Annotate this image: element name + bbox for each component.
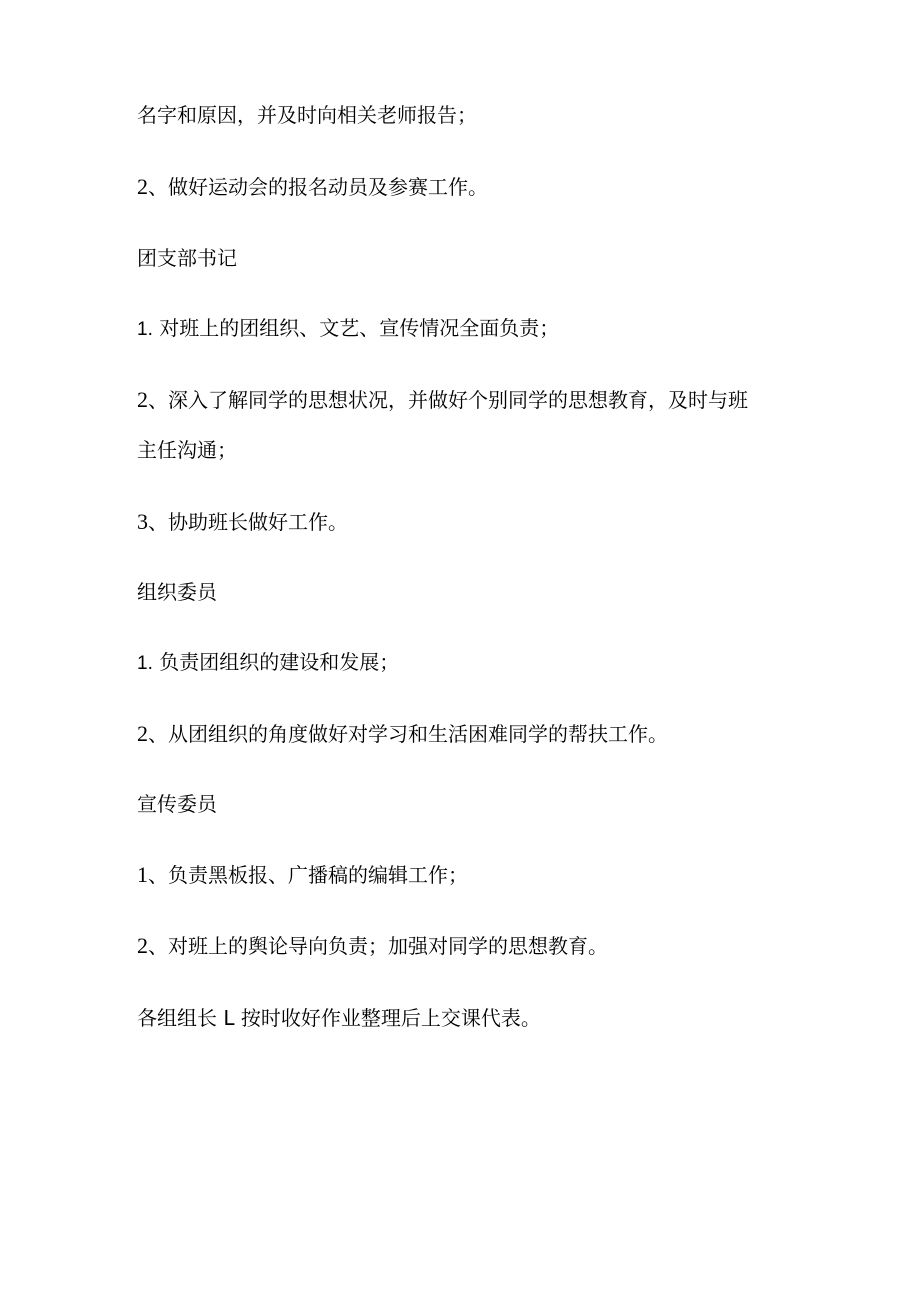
list-item xyxy=(137,861,797,889)
list-item xyxy=(137,173,797,201)
heading-text: 组织委员 xyxy=(137,580,217,604)
item-text: 负责团组织的建设和发展； xyxy=(152,650,400,674)
line-text: 各组组长 L 按时收好作业整理后上交课代表。 xyxy=(137,1006,541,1030)
text-line xyxy=(137,1004,797,1032)
section-heading xyxy=(137,578,797,606)
item-text: 、深入了解同学的思想状况，并做好个别同学的思想教育，及时与班 xyxy=(148,388,748,412)
item-number: 3 xyxy=(137,509,148,534)
list-item xyxy=(137,720,797,748)
item-text: 、协助班长做好工作。 xyxy=(148,510,348,534)
item-number: 2 xyxy=(137,174,148,199)
item-number: 1 xyxy=(137,862,148,887)
item-text: 、负责黑板报、广播稿的编辑工作； xyxy=(148,863,468,887)
line-text: 主任沟通； xyxy=(137,438,237,462)
item-text: 、从团组织的角度做好对学习和生活困难同学的帮扶工作。 xyxy=(148,722,668,746)
section-heading xyxy=(137,244,797,272)
item-text: 、对班上的舆论导向负责；加强对同学的思想教育。 xyxy=(148,934,608,958)
heading-text: 团支部书记 xyxy=(137,246,237,270)
item-number: 2 xyxy=(137,933,148,958)
item-number: 1. xyxy=(137,653,153,674)
text-line xyxy=(137,436,797,464)
text-line xyxy=(137,101,797,129)
item-number: 2 xyxy=(137,721,148,746)
list-item xyxy=(137,508,797,536)
item-text: 对班上的团组织、文艺、宣传情况全面负责； xyxy=(152,316,560,340)
heading-text: 宣传委员 xyxy=(137,792,217,816)
item-text: 、做好运动会的报名动员及参赛工作。 xyxy=(148,175,488,199)
list-item xyxy=(137,932,797,960)
list-item xyxy=(137,314,797,344)
line-text: 名字和原因，并及时向相关老师报告； xyxy=(137,103,477,127)
item-number: 2 xyxy=(137,387,148,412)
section-heading xyxy=(137,790,797,818)
list-item xyxy=(137,648,797,678)
list-item xyxy=(137,386,797,414)
item-number: 1. xyxy=(137,319,153,340)
